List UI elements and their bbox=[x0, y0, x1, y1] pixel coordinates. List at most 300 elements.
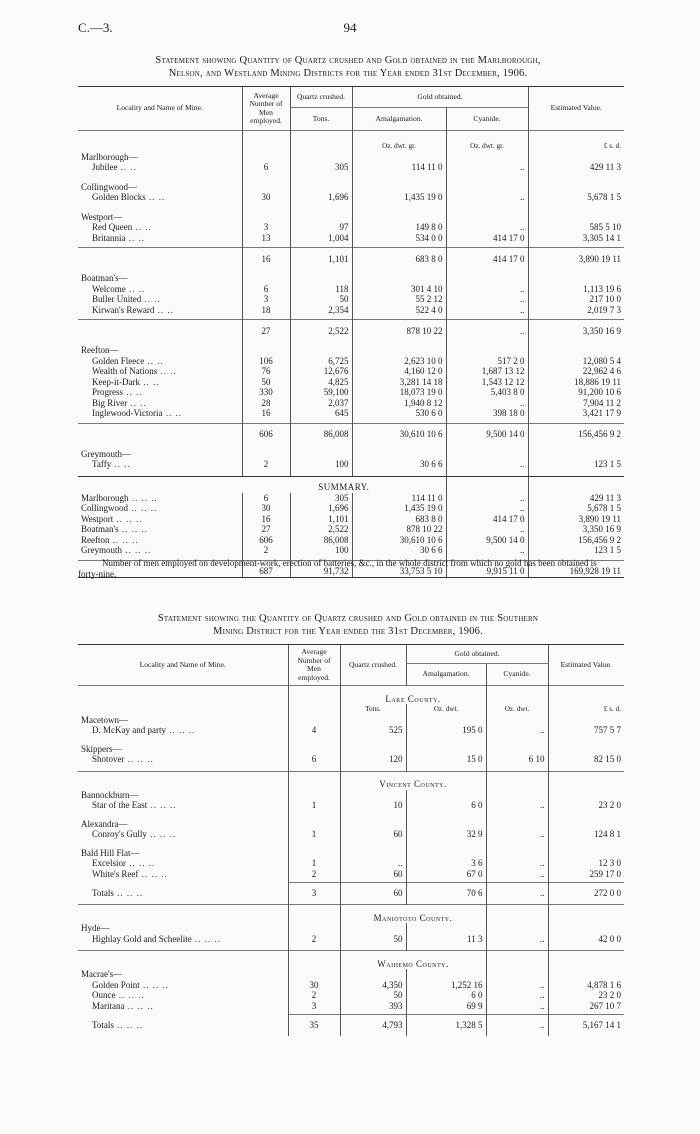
table2-title: Statement showing the Quantity of Quartz crushed and Gold obtained in the Southern Mining District for the Year ended the 31st December, 1906. bbox=[157, 613, 539, 637]
district-total-row bbox=[78, 320, 624, 337]
spacer-cell bbox=[78, 840, 288, 848]
county-heading-row bbox=[78, 771, 624, 790]
value-cell: 123 1 5 bbox=[528, 545, 624, 556]
group-heading-row bbox=[78, 790, 624, 801]
cyanide-cell: 398 18 0 bbox=[446, 408, 528, 419]
empty-cell bbox=[446, 152, 528, 163]
table1-marlborough-nelson-westland bbox=[78, 86, 624, 578]
amalgamation-cell: 55 2 12 bbox=[352, 294, 446, 305]
value-cell: 12,080 5 4 bbox=[528, 356, 624, 367]
amalgamation-cell: 2,623 10 0 bbox=[352, 356, 446, 367]
unit-label: £ s. d. bbox=[528, 141, 624, 152]
summary-row bbox=[78, 545, 624, 556]
spacer-cell bbox=[486, 811, 548, 819]
value-cell: 2,019 7 3 bbox=[528, 305, 624, 316]
cyanide-cell: .. bbox=[486, 934, 548, 945]
locality-heading: Bannockburn— bbox=[81, 789, 139, 800]
mine-name: Reefton bbox=[81, 534, 110, 545]
cyanide-cell: 414 17 0 bbox=[446, 248, 528, 265]
locality-cell bbox=[78, 1015, 288, 1031]
locality-cell bbox=[78, 514, 242, 525]
spacer-cell bbox=[290, 336, 352, 345]
empty-cell bbox=[78, 704, 288, 715]
summary-heading-row bbox=[78, 476, 624, 493]
county-heading: Vincent County. bbox=[340, 771, 486, 790]
empty-cell bbox=[290, 182, 352, 193]
empty-cell bbox=[528, 449, 624, 460]
unit-label: Tons. bbox=[340, 704, 406, 715]
spacer-cell bbox=[288, 1030, 340, 1036]
empty-cell bbox=[288, 969, 340, 980]
locality-heading: Macetown— bbox=[81, 714, 128, 725]
amalgamation-cell: 149 8 0 bbox=[352, 222, 446, 233]
cyanide-cell: 414 17 0 bbox=[446, 514, 528, 525]
empty-cell bbox=[78, 686, 288, 705]
cyanide-cell: .. bbox=[486, 725, 548, 736]
spacer-cell bbox=[340, 1030, 406, 1036]
men-cell: 606 bbox=[242, 423, 290, 440]
group-heading-row bbox=[78, 819, 624, 830]
mine-name: Star of the East bbox=[92, 800, 148, 810]
amalgamation-cell: 1,252 16 bbox=[406, 980, 486, 991]
group-heading-row bbox=[78, 715, 624, 726]
mine-name: Taffy bbox=[92, 459, 112, 469]
men-cell: 30 bbox=[242, 503, 290, 514]
amalgamation-cell: 114 11 0 bbox=[352, 162, 446, 173]
group-heading-row bbox=[78, 449, 624, 460]
county-heading: Waihemo County. bbox=[340, 951, 486, 970]
value-cell: 429 11 3 bbox=[528, 162, 624, 173]
empty-cell bbox=[78, 141, 242, 152]
spacer-cell bbox=[242, 264, 290, 273]
header-cyanide: Cyanide. bbox=[446, 108, 528, 131]
empty-cell bbox=[446, 449, 528, 460]
value-cell: 267 10 7 bbox=[548, 1001, 624, 1012]
spacer-cell bbox=[528, 264, 624, 273]
unit-label: £ s. d. bbox=[548, 704, 624, 715]
district-total-row bbox=[78, 423, 624, 440]
empty-cell bbox=[340, 848, 406, 859]
mine-row bbox=[78, 233, 624, 244]
locality-cell bbox=[78, 980, 288, 991]
leader-dots: .. .. .. bbox=[118, 524, 148, 534]
locality-cell bbox=[78, 356, 242, 367]
unit-label: Oz. dwt. bbox=[486, 704, 548, 715]
amalgamation-cell: 11 3 bbox=[406, 934, 486, 945]
empty-cell bbox=[486, 969, 548, 980]
cyanide-cell: .. bbox=[486, 1001, 548, 1012]
empty-cell bbox=[340, 923, 406, 934]
district-total-row bbox=[78, 248, 624, 265]
value-cell: 5,678 1 5 bbox=[528, 192, 624, 203]
empty-cell bbox=[288, 951, 340, 970]
amalgamation-cell: 67 0 bbox=[406, 869, 486, 880]
mine-name: Big River bbox=[92, 397, 128, 408]
empty-cell bbox=[528, 476, 624, 493]
amalgamation-cell: 1,940 8 12 bbox=[352, 398, 446, 409]
unit-label: Oz. dwt. gr. bbox=[352, 141, 446, 152]
summary-row bbox=[78, 493, 624, 504]
cyanide-cell: 5,403 8 0 bbox=[446, 387, 528, 398]
spacer-cell bbox=[78, 1030, 288, 1036]
men-cell: 2 bbox=[242, 459, 290, 470]
locality-cell bbox=[78, 524, 242, 535]
tons-cell: 12,676 bbox=[290, 366, 352, 377]
leader-dots: .. .. .. bbox=[124, 754, 154, 764]
totals-row bbox=[78, 883, 624, 899]
empty-cell bbox=[242, 152, 290, 163]
mine-row bbox=[78, 990, 624, 1001]
mine-name: Inglewood-Victoria bbox=[92, 408, 163, 418]
tons-cell: 60 bbox=[340, 883, 406, 899]
empty-cell bbox=[340, 969, 406, 980]
leader-dots: .. .. .. bbox=[128, 503, 158, 513]
tons-cell: 100 bbox=[290, 545, 352, 556]
mine-row bbox=[78, 366, 624, 377]
mine-row bbox=[78, 222, 624, 233]
empty-cell bbox=[486, 686, 548, 705]
mine-name: Kirwan's Reward bbox=[92, 304, 155, 315]
empty-cell bbox=[548, 771, 624, 790]
amalgamation-cell: 3 6 bbox=[406, 858, 486, 869]
value-cell: 272 0 0 bbox=[548, 883, 624, 899]
men-cell: 3 bbox=[242, 222, 290, 233]
spacer-cell bbox=[78, 336, 242, 345]
men-cell: 27 bbox=[242, 320, 290, 337]
empty-cell bbox=[528, 182, 624, 193]
locality-cell bbox=[78, 800, 288, 811]
empty-cell bbox=[352, 273, 446, 284]
empty-cell bbox=[290, 449, 352, 460]
amalgamation-cell: 32 9 bbox=[406, 829, 486, 840]
empty-cell bbox=[548, 951, 624, 970]
spacer-cell bbox=[446, 264, 528, 273]
men-cell: 13 bbox=[242, 233, 290, 244]
spacer-cell bbox=[406, 1030, 486, 1036]
tons-cell: .. bbox=[340, 858, 406, 869]
men-cell: 3 bbox=[288, 883, 340, 899]
men-cell: 35 bbox=[288, 1015, 340, 1031]
header-locality: Locality and Name of Mine. bbox=[78, 645, 288, 686]
empty-cell bbox=[446, 345, 528, 356]
amalgamation-cell: 30 6 6 bbox=[352, 545, 446, 556]
locality-cell bbox=[78, 408, 242, 419]
summary-row bbox=[78, 524, 624, 535]
leader-dots: .. .. bbox=[125, 283, 146, 294]
empty-cell bbox=[288, 905, 340, 924]
men-cell: 16 bbox=[242, 248, 290, 265]
value-cell: 42 0 0 bbox=[548, 934, 624, 945]
spacer-cell bbox=[352, 264, 446, 273]
empty-cell bbox=[288, 715, 340, 726]
locality-cell bbox=[78, 754, 288, 765]
leader-dots: .. .. bbox=[154, 304, 174, 315]
empty-cell bbox=[548, 969, 624, 980]
locality-cell bbox=[78, 545, 242, 556]
mine-name: Progress bbox=[92, 387, 123, 397]
value-cell: 217 10 0 bbox=[528, 294, 624, 305]
table1-title: Statement showing Quantity of Quartz crushed and Gold obtained in the Marlborough, Nelson, and Westland Mining Districts for the Year ended 31st December, 1906. bbox=[155, 55, 541, 79]
men-cell: 2 bbox=[288, 869, 340, 880]
men-cell: 30 bbox=[242, 192, 290, 203]
empty-cell bbox=[288, 686, 340, 705]
spacer-cell bbox=[340, 811, 406, 819]
spacer-cell bbox=[78, 811, 288, 819]
cyanide-cell: .. bbox=[486, 883, 548, 899]
tons-cell: 59,100 bbox=[290, 387, 352, 398]
men-cell: 3 bbox=[242, 294, 290, 305]
summary-row bbox=[78, 535, 624, 546]
mine-name: Westport bbox=[81, 513, 114, 524]
spacer-row bbox=[78, 264, 624, 273]
summary-row bbox=[78, 514, 624, 525]
mine-row bbox=[78, 284, 624, 295]
tons-cell: 525 bbox=[340, 725, 406, 736]
cyanide-cell: .. bbox=[446, 305, 528, 316]
empty-cell bbox=[548, 923, 624, 934]
spacer-cell bbox=[548, 736, 624, 744]
amalgamation-cell: 18,073 19 0 bbox=[352, 387, 446, 398]
leader-dots: .. .. bbox=[162, 408, 182, 418]
spacer-cell bbox=[528, 203, 624, 212]
mine-name: Golden Blocks bbox=[92, 192, 146, 202]
unit-label bbox=[288, 704, 340, 715]
mine-name: Welcome bbox=[92, 283, 126, 294]
locality-cell bbox=[78, 162, 242, 173]
leader-dots: .. .. .. bbox=[139, 979, 170, 990]
spacer-cell bbox=[528, 131, 624, 142]
tons-cell: 50 bbox=[290, 294, 352, 305]
empty-cell bbox=[486, 744, 548, 755]
men-cell: 6 bbox=[242, 493, 290, 504]
empty-cell bbox=[288, 771, 340, 790]
empty-cell bbox=[288, 923, 340, 934]
amalgamation-cell: 1,328 5 bbox=[406, 1015, 486, 1031]
tons-cell: 4,350 bbox=[340, 980, 406, 991]
summary-row bbox=[78, 503, 624, 514]
amalgamation-cell: 683 8 0 bbox=[352, 248, 446, 265]
empty-cell bbox=[406, 715, 486, 726]
men-cell: 2 bbox=[288, 990, 340, 1001]
amalgamation-cell: 301 4 10 bbox=[352, 284, 446, 295]
district-heading: Greymouth— bbox=[81, 448, 131, 459]
spacer-row bbox=[78, 440, 624, 449]
locality-cell bbox=[78, 858, 288, 869]
men-cell: 50 bbox=[242, 377, 290, 388]
tons-cell: 393 bbox=[340, 1001, 406, 1012]
district-heading: Collingwood— bbox=[81, 181, 138, 192]
spacer-cell bbox=[406, 736, 486, 744]
empty-cell bbox=[548, 790, 624, 801]
value-cell: 3,350 16 9 bbox=[528, 524, 624, 535]
tons-cell: 4,793 bbox=[340, 1015, 406, 1031]
mine-row bbox=[78, 377, 624, 388]
value-cell: 124 8 1 bbox=[548, 829, 624, 840]
value-cell: 123 1 5 bbox=[528, 459, 624, 470]
header-gold: Gold obtained. bbox=[352, 87, 528, 108]
value-cell: 4,878 1 6 bbox=[548, 980, 624, 991]
empty-cell bbox=[528, 212, 624, 223]
spacer-cell bbox=[290, 173, 352, 182]
empty-cell bbox=[548, 819, 624, 830]
men-cell: 4 bbox=[288, 725, 340, 736]
empty-cell bbox=[290, 152, 352, 163]
leader-dots: .. .. bbox=[145, 192, 166, 202]
spacer-row bbox=[78, 840, 624, 848]
empty-cell bbox=[242, 212, 290, 223]
leader-dots: .. .. .. bbox=[122, 545, 152, 555]
leader-dots: .. .. .. bbox=[109, 534, 139, 545]
cyanide-cell: 1,687 13 12 bbox=[446, 366, 528, 377]
value-cell: 585 5 10 bbox=[528, 222, 624, 233]
cyanide-cell: 1,543 12 12 bbox=[446, 377, 528, 388]
empty-cell bbox=[486, 790, 548, 801]
amalgamation-cell: 70 6 bbox=[406, 883, 486, 899]
locality-cell bbox=[78, 493, 242, 504]
unit-label: Oz. dwt. gr. bbox=[446, 141, 528, 152]
empty-cell bbox=[528, 273, 624, 284]
value-cell: 156,456 9 2 bbox=[528, 423, 624, 440]
locality-cell bbox=[78, 294, 242, 305]
spacer-cell bbox=[352, 336, 446, 345]
mine-name: Wealth of Nations bbox=[92, 366, 158, 376]
header-quartz: Quartz crushed. bbox=[290, 87, 352, 108]
page-number: 94 bbox=[343, 20, 357, 35]
header-locality: Locality and Name of Mine. bbox=[78, 87, 242, 131]
county-heading: Maniototo County. bbox=[340, 905, 486, 924]
header-amalgamation: Amalgamation. bbox=[352, 108, 446, 131]
spacer-row bbox=[78, 203, 624, 212]
men-cell: 18 bbox=[242, 305, 290, 316]
spacer-cell bbox=[446, 440, 528, 449]
mine-row bbox=[78, 858, 624, 869]
group-heading-row bbox=[78, 182, 624, 193]
locality-cell bbox=[78, 990, 288, 1001]
amalgamation-cell: 6 0 bbox=[406, 990, 486, 1001]
cyanide-cell: .. bbox=[486, 869, 548, 880]
tons-cell: 2,522 bbox=[290, 320, 352, 337]
cyanide-cell: .. bbox=[446, 503, 528, 514]
cyanide-cell: .. bbox=[446, 284, 528, 295]
spacer-cell bbox=[486, 1030, 548, 1036]
cyanide-cell: .. bbox=[486, 858, 548, 869]
leader-dots: .. .. bbox=[132, 222, 152, 232]
men-cell: 28 bbox=[242, 398, 290, 409]
cyanide-cell: .. bbox=[486, 800, 548, 811]
value-cell: 3,890 19 11 bbox=[528, 514, 624, 525]
empty-cell bbox=[486, 715, 548, 726]
header-men: Average Number of Men employed. bbox=[288, 645, 340, 686]
cyanide-cell: .. bbox=[446, 398, 528, 409]
men-cell: 30 bbox=[288, 980, 340, 991]
empty-cell bbox=[290, 273, 352, 284]
mine-name: White's Reef bbox=[92, 868, 139, 879]
empty-cell bbox=[290, 345, 352, 356]
men-cell: 6 bbox=[242, 162, 290, 173]
empty-cell bbox=[288, 790, 340, 801]
spacer-cell bbox=[290, 440, 352, 449]
men-cell: 1 bbox=[288, 800, 340, 811]
group-heading-row bbox=[78, 273, 624, 284]
spacer-cell bbox=[548, 1030, 624, 1036]
leader-dots: .. .. bbox=[139, 376, 160, 387]
spacer-row bbox=[78, 811, 624, 819]
tons-cell: 91,732 bbox=[290, 560, 352, 577]
amalgamation-cell: 1,435 19 0 bbox=[352, 503, 446, 514]
value-cell: 156,456 9 2 bbox=[528, 535, 624, 546]
spacer-cell bbox=[288, 736, 340, 744]
amalgamation-cell: 114 11 0 bbox=[352, 493, 446, 504]
locality-cell bbox=[78, 725, 288, 736]
spacer-cell bbox=[290, 264, 352, 273]
empty-cell bbox=[406, 969, 486, 980]
mine-row bbox=[78, 1001, 624, 1012]
empty-cell bbox=[486, 819, 548, 830]
spacer-cell bbox=[340, 736, 406, 744]
empty-cell bbox=[486, 951, 548, 970]
spacer-cell bbox=[78, 264, 242, 273]
spacer-cell bbox=[290, 203, 352, 212]
district-heading: Westport— bbox=[81, 211, 123, 222]
locality-cell bbox=[78, 503, 242, 514]
value-cell: 757 5 7 bbox=[548, 725, 624, 736]
value-cell: 23 2 0 bbox=[548, 990, 624, 1001]
amalgamation-cell: 15 0 bbox=[406, 754, 486, 765]
units-row bbox=[78, 141, 624, 152]
spacer-cell bbox=[446, 131, 528, 142]
empty-cell bbox=[528, 345, 624, 356]
empty-cell bbox=[290, 212, 352, 223]
men-cell: 106 bbox=[242, 356, 290, 367]
men-cell: 1 bbox=[288, 829, 340, 840]
spacer-cell bbox=[78, 736, 288, 744]
mine-row bbox=[78, 162, 624, 173]
value-cell: 1,113 19 6 bbox=[528, 284, 624, 295]
spacer-cell bbox=[446, 203, 528, 212]
amalgamation-cell: 30 6 6 bbox=[352, 459, 446, 470]
locality-cell bbox=[78, 459, 242, 470]
amalgamation-cell: 522 4 0 bbox=[352, 305, 446, 316]
cyanide-cell: .. bbox=[446, 192, 528, 203]
empty-cell bbox=[406, 819, 486, 830]
header-men: Average Number of Men employed. bbox=[242, 87, 290, 131]
empty-cell bbox=[486, 905, 548, 924]
page-reference: C.—3. bbox=[78, 20, 113, 35]
empty-cell bbox=[446, 476, 528, 493]
tons-cell: 1,101 bbox=[290, 248, 352, 265]
leader-dots: .. .. bbox=[117, 162, 137, 172]
spacer-cell bbox=[78, 440, 242, 449]
locality-cell bbox=[78, 869, 288, 880]
tons-cell: 2,037 bbox=[290, 398, 352, 409]
empty-cell bbox=[548, 848, 624, 859]
tons-cell: 86,008 bbox=[290, 423, 352, 440]
leader-dots: .. .. bbox=[127, 397, 147, 408]
mine-name: Shotover bbox=[92, 754, 125, 764]
value-cell: 12 3 0 bbox=[548, 858, 624, 869]
men-cell: 606 bbox=[242, 535, 290, 546]
totals-row bbox=[78, 1015, 624, 1031]
mine-name: Golden Fleece bbox=[92, 355, 145, 366]
spacer-cell bbox=[548, 811, 624, 819]
empty-cell bbox=[446, 182, 528, 193]
men-cell: 6 bbox=[288, 754, 340, 765]
empty-cell bbox=[78, 905, 288, 924]
cyanide-cell: .. bbox=[486, 829, 548, 840]
locality-cell bbox=[78, 248, 242, 265]
tons-cell: 100 bbox=[290, 459, 352, 470]
amalgamation-cell: 195 0 bbox=[406, 725, 486, 736]
